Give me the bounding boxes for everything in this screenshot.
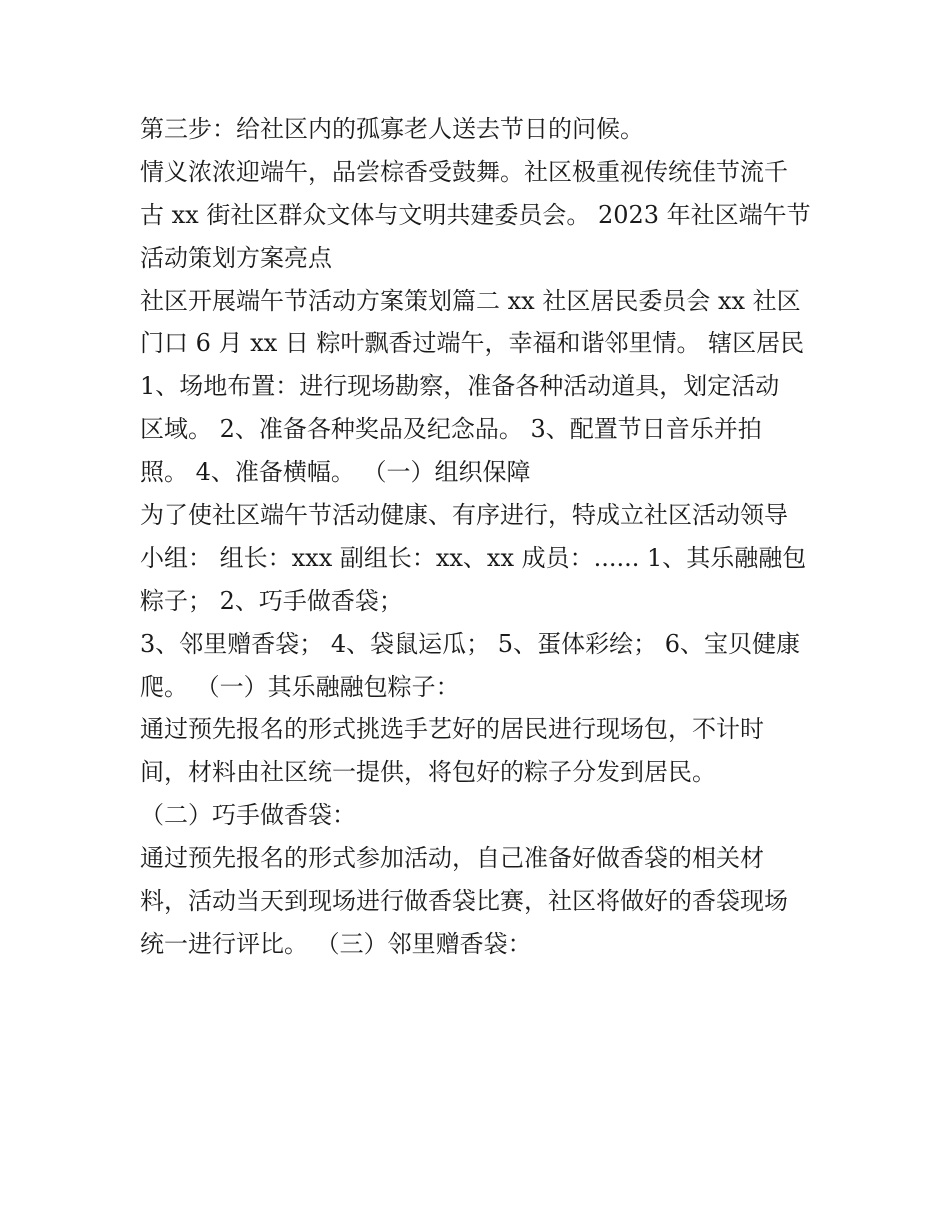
text-line: 情义浓浓迎端午，品尝棕香受鼓舞。社区极重视传统佳节流千 [140,157,788,186]
text-line: 社区开展端午节活动方案策划篇二 xx 社区居民委员会 xx 社区 [140,286,801,315]
text-line: 通过预先报名的形式参加活动，自己准备好做香袋的相关材 [140,844,764,873]
text-line: 小组： 组长：xxx 副组长：xx、xx 成员：...... 1、其乐融融包 [140,543,807,572]
text-line: 爬。 （一）其乐融融包粽子： [140,672,460,701]
text-line: 统一进行评比。 （三）邻里赠香袋： [140,929,532,958]
text-line: 第三步：给社区内的孤寡老人送去节日的问候。 [140,115,644,143]
text-line: 料，活动当天到现场进行做香袋比赛，社区将做好的香袋现场 [140,887,788,916]
text-line: 通过预先报名的形式挑选手艺好的居民进行现场包，不计时 [140,715,764,744]
text-line: 间，材料由社区统一提供，将包好的粽子分发到居民。 [140,758,716,787]
text-line: 古 xx 街社区群众文体与文明共建委员会。 2023 年社区端午节 [140,200,811,229]
text-line: 粽子； 2、巧手做香袋； [140,586,403,615]
text-line: 为了使社区端午节活动健康、有序进行，特成立社区活动领导 [140,501,788,530]
text-line: 3、邻里赠香袋； 4、袋鼠运瓜； 5、蛋体彩绘； 6、宝贝健康 [140,629,800,658]
text-line: （二）巧手做香袋： [140,801,356,830]
text-line: 活动策划方案亮点 [140,243,332,272]
text-line: 区域。 2、准备各种奖品及纪念品。 3、配置节日音乐并拍 [140,415,762,444]
text-line: 门口 6 月 xx 日 粽叶飘香过端午，幸福和谐邻里情。 辖区居民 [140,329,805,358]
text-line: 照。 4、准备横幅。 （一）组织保障 [140,458,531,487]
document-body [140,108,820,966]
text-line: 1、场地布置：进行现场勘察，准备各种活动道具，划定活动 [140,372,780,401]
